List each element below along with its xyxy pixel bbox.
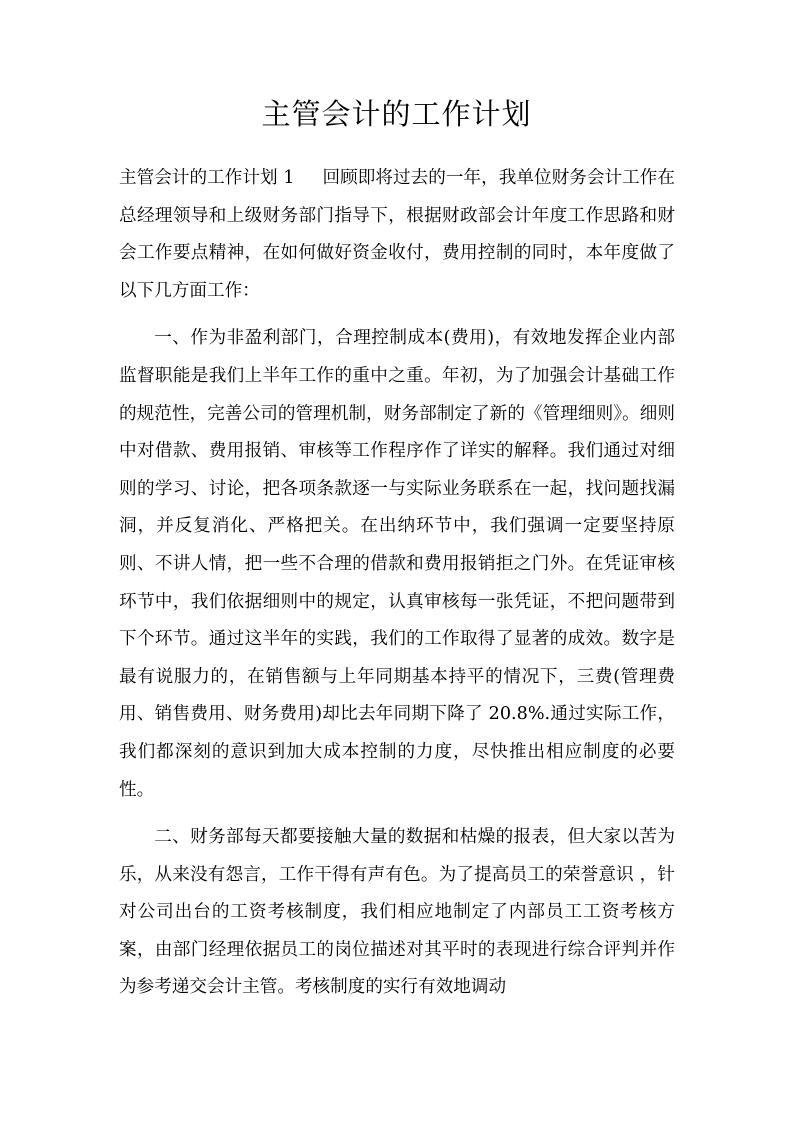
document-title: 主管会计的工作计划	[261, 97, 532, 131]
intro-text: 回顾即将过去的一年，我单位财务会计工作在总经理领导和上级财务部门指导下，根据财政部会计年度工作思路和财会工作要点精神，在如何做好资金收付，费用控制的同时，本年度做了以下几方面工作：	[119, 168, 675, 301]
section-label: 主管会计的工作计划 1	[119, 168, 295, 188]
paragraph-staff-assessment: 二、财务部每天都要接触大量的数据和枯燥的报表，但大家以苦为乐，从来没有怨言，工作干得有声有色。为了提高员工的荣誉意识 ，针对公司出台的工资考核制度，我们相应地制定了内部员工工资考核方案，由部门经理依据员工的岗位描述对其平时的表现进行综合评判并作为参考递交会计主管。考核制度的实行有效地调动	[119, 827, 675, 998]
document-body	[119, 160, 675, 1017]
paragraph-cost-control: 一、作为非盈利部门，合理控制成本(费用)，有效地发挥企业内部监督职能是我们上半年工作的重中之重。年初，为了加强会计基础工作的规范性，完善公司的管理机制，财务部制定了新的《管理细则》。细则中对借款、费用报销、审核等工作程序作了详实的解释。我们通过对细则的学习、讨论，把各项条款逐一与实际业务联系在一起，找问题找漏洞，并反复消化、严格把关。在出纳环节中，我们强调一定要坚持原则、不讲人情，把一些不合理的借款和费用报销拒之门外。在凭证审核环节中，我们依据细则中的规定，认真审核每一张凭证，不把问题带到下个环节。通过这半年的实践，我们的工作取得了显著的成效。数字是最有说服力的，在销售额与上年同期基本持平的情况下，三费(管理费用、销售费用、财务费用)却比去年同期下降了 20.8%.通过实际工作，我们都深刻的意识到加大成本控制的力度，尽快推出相应制度的必要性。	[119, 328, 675, 800]
intro-paragraph	[119, 160, 675, 310]
